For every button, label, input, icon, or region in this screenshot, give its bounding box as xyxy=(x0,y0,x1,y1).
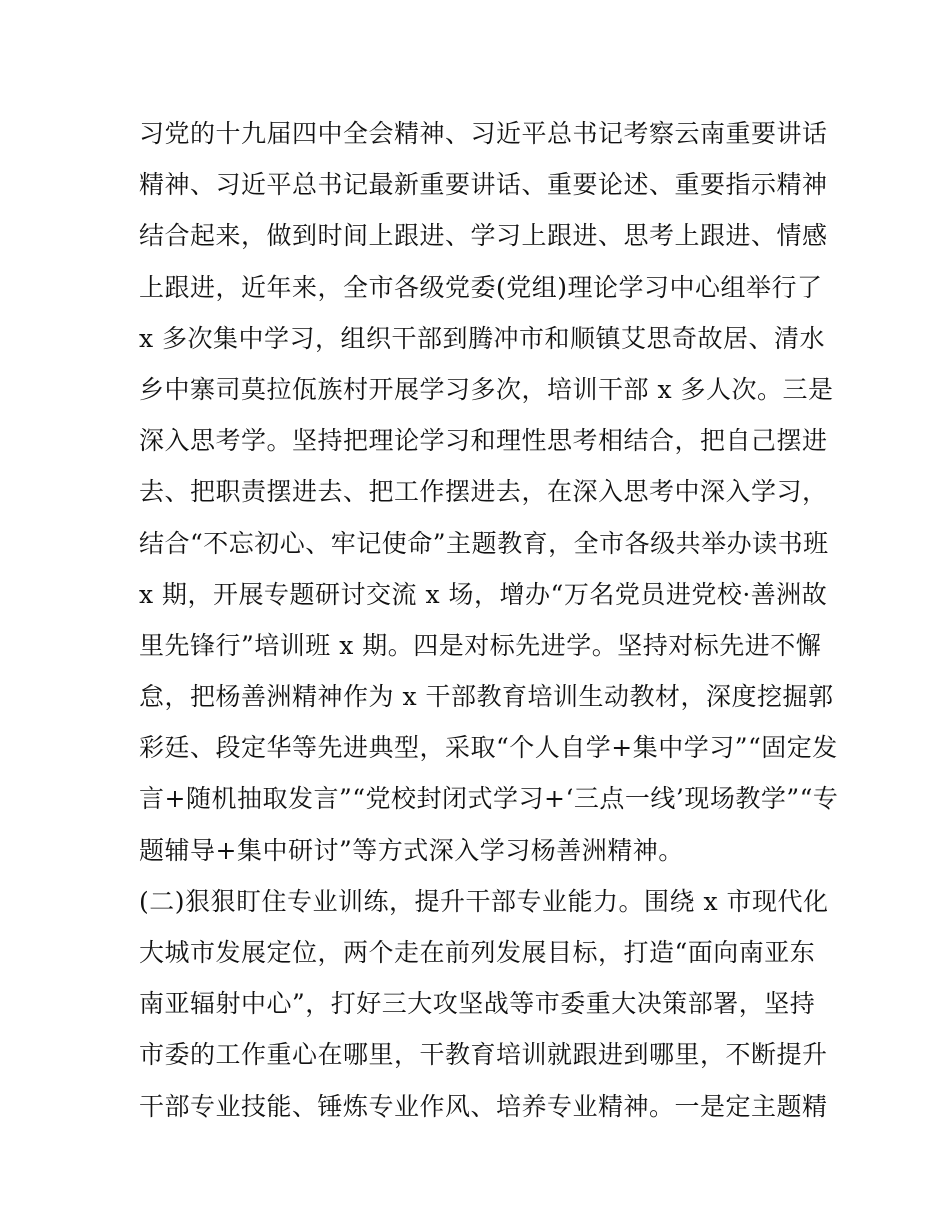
text-line: 上跟进，近年来，全市各级党委(党组)理论学习中心组举行了 xyxy=(139,272,823,302)
text-line: 里先锋行”培训班 x 期。四是对标先进学。坚持对标先进不懈 xyxy=(139,630,822,660)
text-line: 结合“不忘初心、牢记使命”主题教育，全市各级共举办读书班 xyxy=(139,528,829,558)
text-line: 市委的工作重心在哪里，干教育培训就跟进到哪里，不断提升 xyxy=(139,1040,828,1070)
text-line: 干部专业技能、锤炼专业作风、培养专业精神。一是定主题精 xyxy=(139,1091,828,1121)
text-line: 怠，把杨善洲精神作为 x 干部教育培训生动教材，深度挖掘郭 xyxy=(139,682,834,712)
text-line: x 期，开展专题研讨交流 x 场，增办“万名党员进党校·善洲故 xyxy=(139,579,828,609)
text-line: 大城市发展定位，两个走在前列发展目标，打造“面向南亚东 xyxy=(139,938,816,967)
text-line: 精神、习近平总书记最新重要讲话、重要论述、重要指示精神 xyxy=(139,170,828,200)
body-text xyxy=(139,108,839,1132)
text-line: 南亚辐射中心”，打好三大攻坚战等市委重大决策部署，坚持 xyxy=(139,989,816,1019)
text-line: 深入思考学。坚持把理论学习和理性思考相结合，把自己摆进 xyxy=(139,426,828,456)
text-line: 去、把职责摆进去、把工作摆进去，在深入思考中深入学习， xyxy=(139,477,828,507)
text-line: 题辅导+集中研讨”等方式深入学习杨善洲精神。 xyxy=(139,835,684,865)
text-line: 习党的十九届四中全会精神、习近平总书记考察云南重要讲话 xyxy=(139,119,828,148)
text-line: 彩廷、段定华等先进典型，采取“个人自学+集中学习”“固定发 xyxy=(139,733,838,763)
text-line: (二)狠狠盯住专业训练，提升干部专业能力。围绕 x 市现代化 xyxy=(139,886,829,916)
text-line: 言+随机抽取发言”“党校封闭式学习+‘三点一线’现场教学”“专 xyxy=(139,784,839,814)
text-line: 乡中寨司莫拉佤族村开展学习多次，培训干部 x 多人次。三是 xyxy=(139,374,834,404)
text-line: x 多次集中学习，组织干部到腾冲市和顺镇艾思奇故居、清水 xyxy=(139,323,826,353)
text-line: 结合起来，做到时间上跟进、学习上跟进、思考上跟进、情感 xyxy=(139,221,828,251)
